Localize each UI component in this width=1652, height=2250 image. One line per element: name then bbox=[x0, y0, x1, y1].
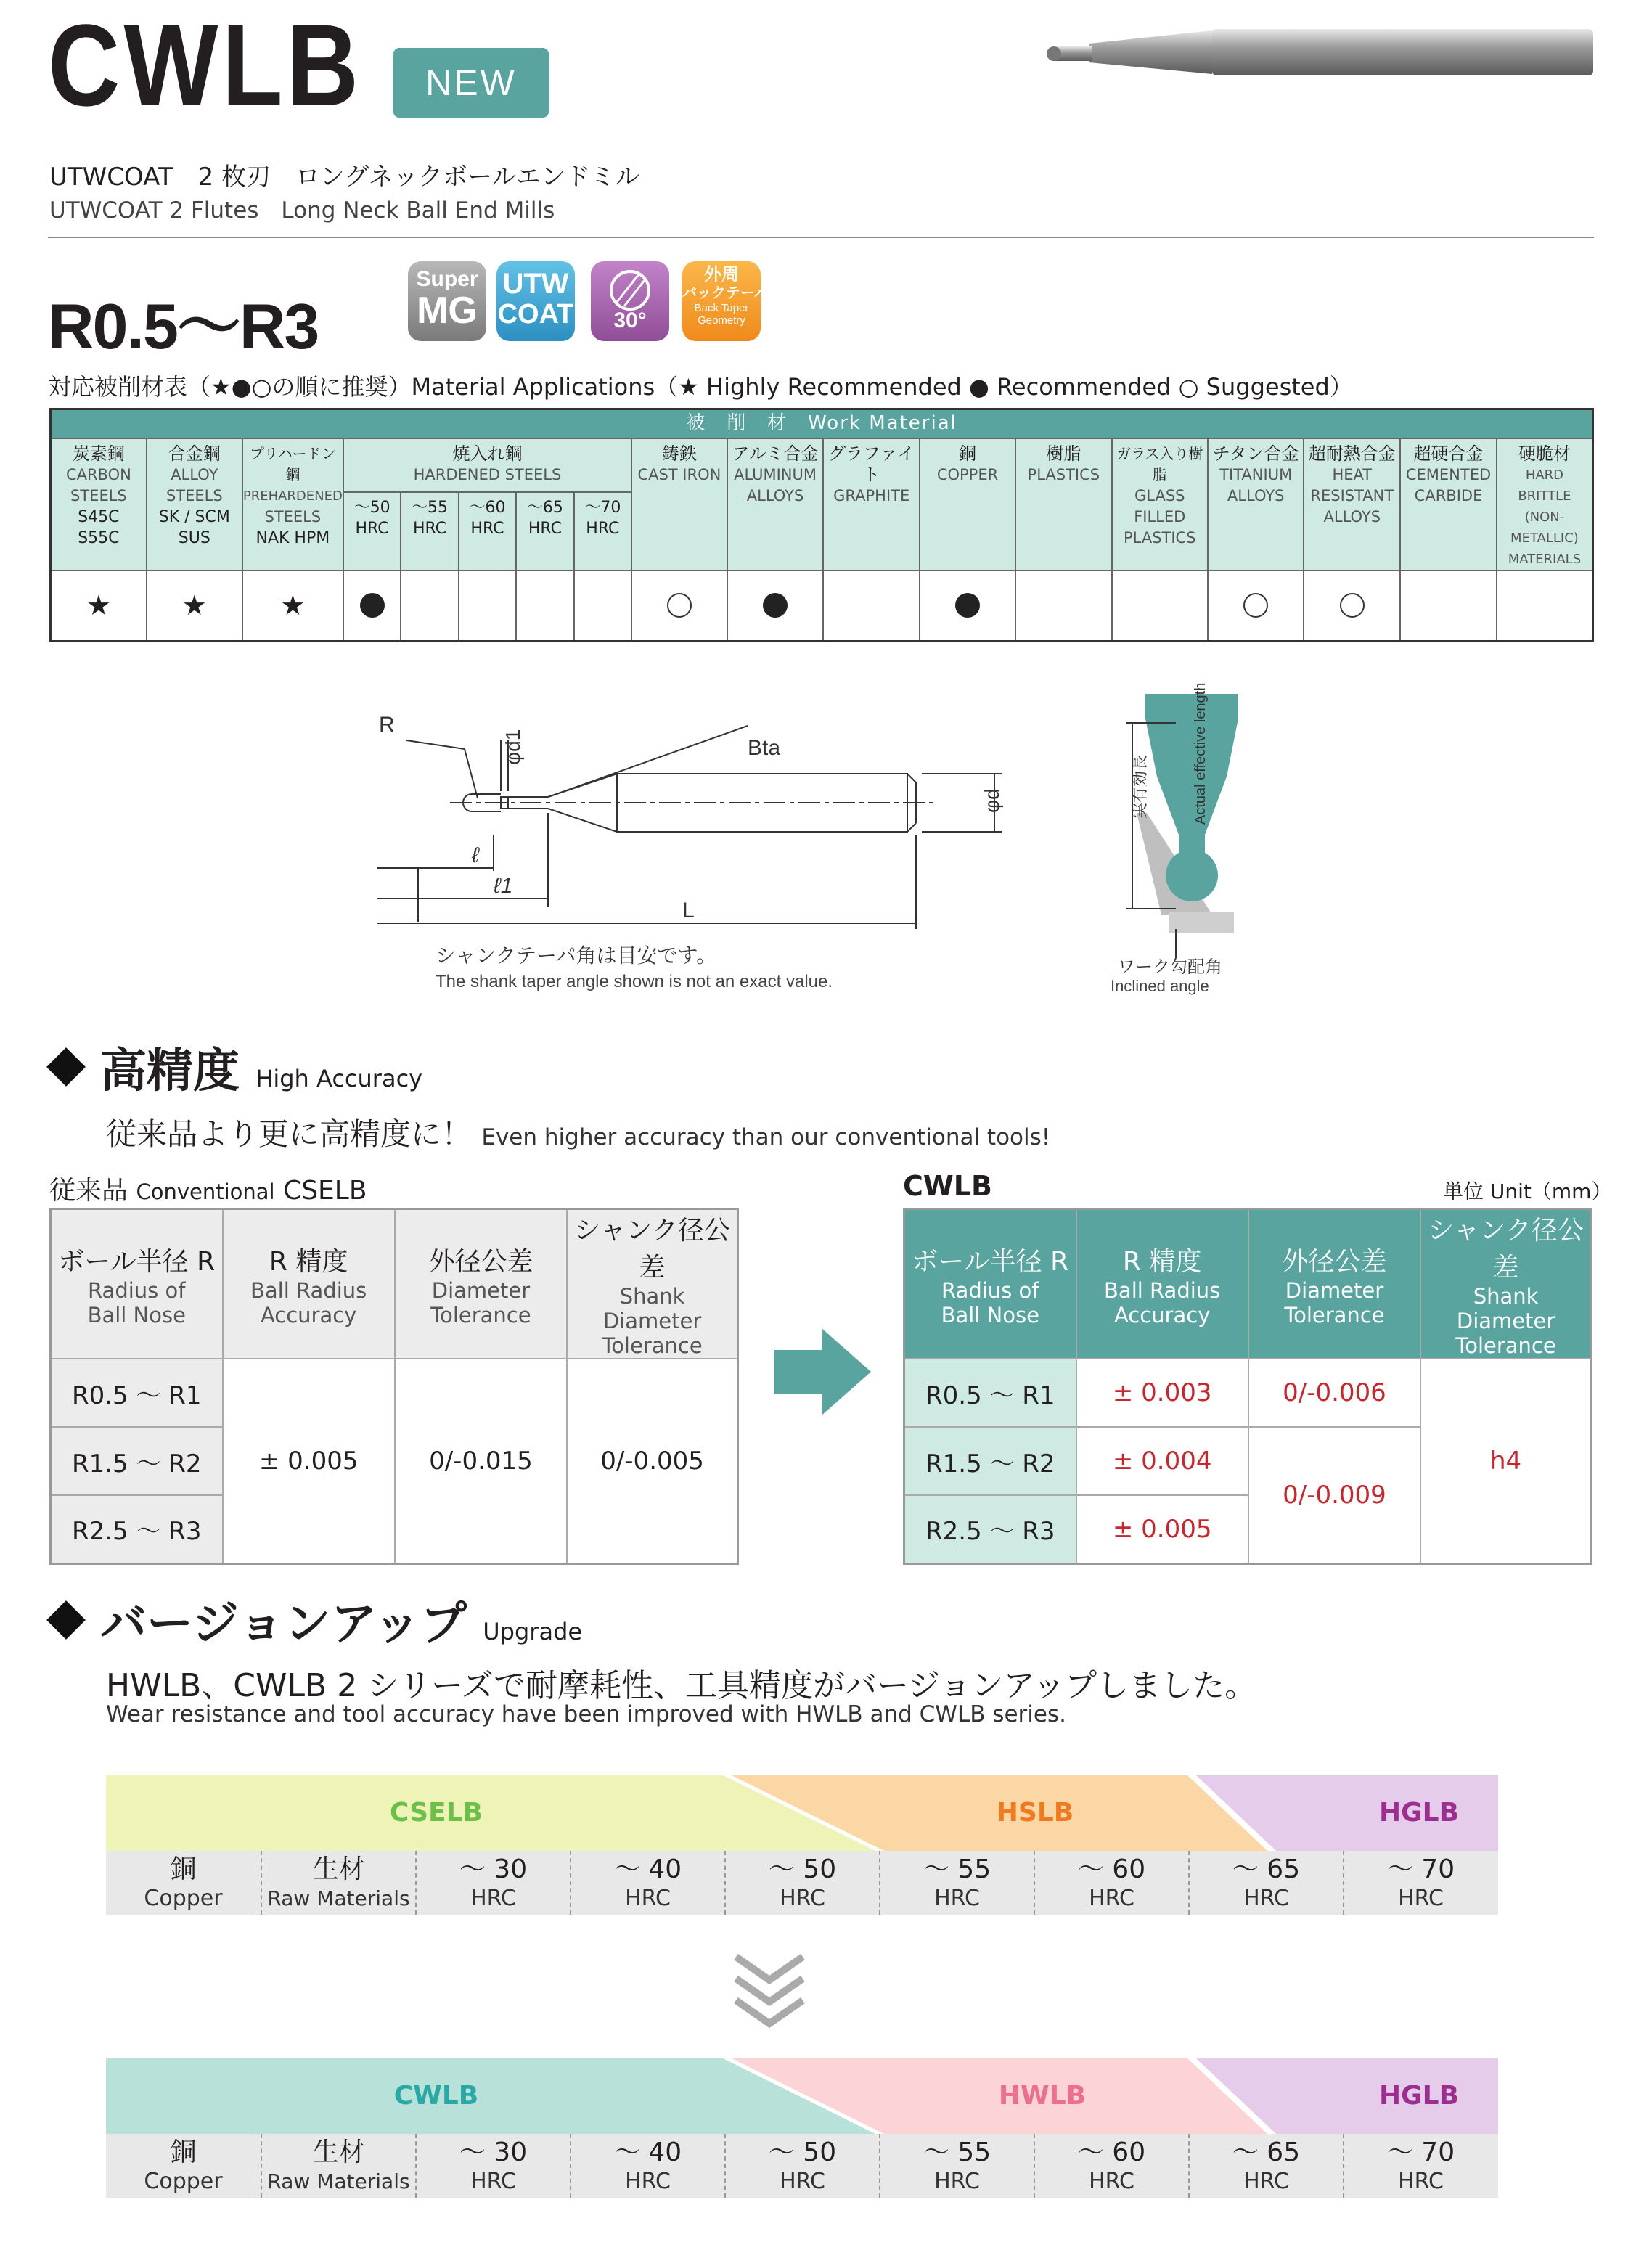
mark-cast-iron bbox=[631, 570, 727, 642]
cwlb-accuracy-table bbox=[903, 1208, 1592, 1565]
col-prehardened: プリハードン鋼 PREHARDENED STEELS NAK HPM bbox=[242, 438, 343, 570]
scale-50: 〜 50 HRC bbox=[724, 2134, 879, 2198]
cwlb-col-radius: ボール半径 R Radius of Ball Nose bbox=[904, 1209, 1076, 1359]
cwlb-col-shank: シャンク径公差 Shank Diameter Tolerance bbox=[1420, 1209, 1591, 1359]
super-mg-badge bbox=[408, 261, 486, 341]
cwlb-row-1: R0.5 〜 R1 bbox=[904, 1359, 1076, 1427]
mark-hrc55 bbox=[401, 570, 458, 642]
cwlb-shank: h4 bbox=[1420, 1359, 1591, 1563]
conv-col-shank: シャンク径公差 Shank Diameter Tolerance bbox=[567, 1209, 737, 1359]
cwlb-col-r-acc: R 精度 Ball Radius Accuracy bbox=[1076, 1209, 1248, 1359]
back-en2: Geometry bbox=[698, 314, 745, 327]
conventional-label: 従来品 Conventional CSELB bbox=[49, 1176, 367, 1206]
helix-icon bbox=[591, 261, 669, 312]
conv-row-2: R1.5 〜 R2 bbox=[51, 1427, 223, 1495]
cwlb-row-3: R2.5 〜 R3 bbox=[904, 1495, 1076, 1563]
col-alloy: 合金鋼 ALLOY STEELS SK / SCM SUS bbox=[147, 438, 242, 570]
col-glass: ガラス入り樹脂 GLASS FILLED PLASTICS bbox=[1112, 438, 1208, 570]
mark-plastics bbox=[1015, 570, 1111, 642]
cwlb-label: CWLB bbox=[903, 1170, 992, 1202]
scale-50: 〜 50 HRC bbox=[724, 1851, 879, 1915]
upgrade-section-title: バージョンアップ Upgrade bbox=[52, 1587, 582, 1653]
conv-col-radius: ボール半径 R Radius of Ball Nose bbox=[51, 1209, 223, 1359]
helix-angle: 30° bbox=[613, 308, 647, 332]
label-L: L bbox=[682, 899, 695, 922]
recommended-dot bbox=[763, 593, 788, 618]
mark-prehardened: ★ bbox=[242, 570, 343, 642]
hrc-50: 〜50 HRC bbox=[343, 492, 401, 570]
conv-shank: 0/-0.005 bbox=[567, 1359, 737, 1563]
hrc-60: 〜60 HRC bbox=[459, 492, 516, 570]
scale-30: 〜 30 HRC bbox=[415, 2134, 570, 2198]
scale-55: 〜 55 HRC bbox=[879, 2134, 1034, 2198]
col-aluminum: アルミ合金 ALUMINUM ALLOYS bbox=[727, 438, 824, 570]
hardness-scale-before bbox=[106, 1851, 1498, 1915]
mark-heat bbox=[1304, 570, 1400, 642]
conv-col-r-acc: R 精度 Ball Radius Accuracy bbox=[223, 1209, 395, 1359]
mark-copper bbox=[920, 570, 1015, 642]
cwlb-dia-2: 0/-0.009 bbox=[1248, 1427, 1420, 1563]
back-en1: Back Taper bbox=[694, 302, 749, 314]
product-title: CWLB bbox=[48, 0, 363, 130]
col-graphite: グラファイト GRAPHITE bbox=[823, 438, 920, 570]
effective-length-en: Actual effective length bbox=[1193, 682, 1209, 825]
col-plastics: 樹脂 PLASTICS bbox=[1015, 438, 1111, 570]
work-material-header: 被 削 材 Work Material bbox=[51, 409, 1593, 438]
cwlb-row-2: R1.5 〜 R2 bbox=[904, 1427, 1076, 1495]
scale-60: 〜 60 HRC bbox=[1034, 2134, 1188, 2198]
cwlb-col-dia: 外径公差 Diameter Tolerance bbox=[1248, 1209, 1420, 1359]
label-l1: ℓ1 bbox=[494, 874, 513, 898]
chevron-down-icon bbox=[732, 1951, 807, 2029]
mark-aluminum bbox=[727, 570, 824, 642]
mark-graphite bbox=[823, 570, 920, 642]
col-brittle: 硬脆材 HARD BRITTLE (NON- METALLIC) MATERIALS bbox=[1497, 438, 1593, 570]
col-cast-iron: 鋳鉄 CAST IRON bbox=[631, 438, 727, 570]
scale-65: 〜 65 HRC bbox=[1188, 1851, 1343, 1915]
mark-brittle bbox=[1497, 570, 1593, 642]
cwlb-r-acc-2: ± 0.004 bbox=[1076, 1427, 1248, 1495]
new-badge: NEW bbox=[393, 48, 549, 118]
taper-note-en: The shank taper angle shown is not an exact value. bbox=[436, 972, 833, 991]
radius-range: R0.5〜R3 bbox=[48, 290, 319, 362]
back-jp2: バックテーパ bbox=[682, 285, 769, 301]
effective-length-jp: 実有効長 bbox=[1131, 754, 1149, 819]
end-mill-photo bbox=[1045, 22, 1597, 87]
mark-titanium bbox=[1208, 570, 1304, 642]
mark-hrc60 bbox=[459, 570, 516, 642]
label-r: R bbox=[379, 713, 395, 737]
mg-main: MG bbox=[417, 290, 478, 332]
suggested-ring bbox=[1340, 593, 1365, 618]
suggested-ring bbox=[667, 593, 692, 618]
scale-raw: 生材 Raw Materials bbox=[261, 2134, 415, 2198]
hrc-70: 〜70 HRC bbox=[574, 492, 631, 570]
arrow-right-icon bbox=[774, 1328, 871, 1415]
taper-note-jp: シャンクテーパ角は目安です。 bbox=[436, 944, 717, 967]
conv-dia: 0/-0.015 bbox=[395, 1359, 567, 1563]
hrc-65: 〜65 HRC bbox=[516, 492, 573, 570]
helix-30-badge bbox=[591, 261, 669, 341]
mark-hrc50 bbox=[343, 570, 401, 642]
conv-row-1: R0.5 〜 R1 bbox=[51, 1359, 223, 1427]
inclined-angle-diagram bbox=[1067, 682, 1256, 1002]
accuracy-lead: 従来品より更に高精度に！ Even higher accuracy than our conventional tools! bbox=[106, 1116, 1051, 1152]
conv-row-3: R2.5 〜 R3 bbox=[51, 1495, 223, 1563]
series-hwlb: HWLB bbox=[998, 2081, 1087, 2111]
utw-coat-badge bbox=[496, 261, 575, 341]
series-hslb: HSLB bbox=[996, 1798, 1074, 1828]
upgrade-lead-jp: HWLB、CWLB 2 シリーズで耐摩耗性、工具精度がバージョンアップしました。 bbox=[106, 1667, 1257, 1704]
utw-top: UTW bbox=[502, 268, 569, 300]
diamond-bullet-icon bbox=[46, 1600, 86, 1640]
upgrade-title-en: Upgrade bbox=[483, 1618, 583, 1645]
series-bar-after bbox=[106, 2058, 1498, 2134]
series-cwlb: CWLB bbox=[393, 2081, 479, 2111]
label-l: ℓ bbox=[472, 843, 479, 867]
scale-70: 〜 70 HRC bbox=[1343, 1851, 1497, 1915]
material-table bbox=[49, 408, 1594, 642]
accuracy-section-title: 高精度 High Accuracy bbox=[52, 1034, 422, 1100]
series-cselb: CSELB bbox=[390, 1798, 483, 1828]
subtitle-en: UTWCOAT 2 Flutes Long Neck Ball End Mills bbox=[49, 197, 555, 224]
applications-legend: 対応被削材表（★●○の順に推奨）Material Applications（★ Highly Recommended ● Recommended ○ Suggested） bbox=[48, 373, 1353, 401]
col-carbon: 炭素鋼 CARBON STEELS S45C S55C bbox=[51, 438, 147, 570]
upgrade-lead-en: Wear resistance and tool accuracy have been improved with HWLB and CWLB series. bbox=[106, 1701, 1066, 1727]
col-heat: 超耐熱合金 HEAT RESISTANT ALLOYS bbox=[1304, 438, 1400, 570]
unit-label: 単位 Unit（mm） bbox=[1443, 1179, 1612, 1203]
mg-top: Super bbox=[416, 267, 478, 291]
cwlb-r-acc-3: ± 0.005 bbox=[1076, 1495, 1248, 1563]
series-hglb: HGLB bbox=[1378, 1798, 1460, 1828]
series-bar-before bbox=[106, 1775, 1498, 1851]
hrc-55: 〜55 HRC bbox=[401, 492, 458, 570]
mark-hrc70 bbox=[574, 570, 631, 642]
scale-60: 〜 60 HRC bbox=[1034, 1851, 1188, 1915]
col-titanium: チタン合金 TITANIUM ALLOYS bbox=[1208, 438, 1304, 570]
inclined-angle-en: Inclined angle bbox=[1111, 977, 1209, 995]
inclined-angle-jp: ワーク勾配角 bbox=[1118, 957, 1222, 977]
utw-main: COAT bbox=[497, 299, 574, 330]
back-taper-badge bbox=[682, 261, 769, 341]
back-jp1: 外周 bbox=[704, 265, 739, 285]
diamond-bullet-icon bbox=[46, 1047, 86, 1087]
header-divider bbox=[48, 237, 1594, 238]
hardness-scale-after bbox=[106, 2134, 1498, 2198]
cwlb-r-acc-1: ± 0.003 bbox=[1076, 1359, 1248, 1427]
label-bta: Bta bbox=[748, 736, 781, 760]
col-hardened: 焼入れ鋼 HARDENED STEELS bbox=[343, 438, 631, 492]
conventional-accuracy-table bbox=[49, 1208, 739, 1565]
scale-copper: 銅 Copper bbox=[144, 2138, 223, 2194]
scale-copper: 銅 Copper bbox=[144, 1854, 223, 1911]
mark-alloy: ★ bbox=[147, 570, 242, 642]
recommended-dot bbox=[955, 593, 980, 618]
mark-hrc65 bbox=[516, 570, 573, 642]
col-carbide: 超硬合金 CEMENTED CARBIDE bbox=[1400, 438, 1497, 570]
scale-70: 〜 70 HRC bbox=[1343, 2134, 1497, 2198]
accuracy-title-en: High Accuracy bbox=[255, 1065, 423, 1092]
col-copper: 銅 COPPER bbox=[920, 438, 1015, 570]
scale-raw: 生材 Raw Materials bbox=[261, 1851, 415, 1915]
mark-carbon: ★ bbox=[51, 570, 147, 642]
series-hglb-after: HGLB bbox=[1378, 2081, 1460, 2111]
scale-40: 〜 40 HRC bbox=[570, 2134, 724, 2198]
recommended-dot bbox=[360, 593, 385, 618]
suggested-ring bbox=[1243, 593, 1268, 618]
scale-65: 〜 65 HRC bbox=[1188, 2134, 1343, 2198]
subtitle-jp: UTWCOAT 2 枚刃 ロングネックボールエンドミル bbox=[49, 163, 640, 192]
label-d1: φd1 bbox=[502, 729, 524, 765]
scale-55: 〜 55 HRC bbox=[879, 1851, 1034, 1915]
label-d: φd bbox=[981, 788, 1003, 813]
dimension-diagram bbox=[363, 697, 1016, 1002]
conv-r-acc: ± 0.005 bbox=[223, 1359, 395, 1563]
mark-carbide bbox=[1400, 570, 1497, 642]
mark-glass bbox=[1112, 570, 1208, 642]
scale-30: 〜 30 HRC bbox=[415, 1851, 570, 1915]
cwlb-dia-1: 0/-0.006 bbox=[1248, 1359, 1420, 1427]
conv-col-dia: 外径公差 Diameter Tolerance bbox=[395, 1209, 567, 1359]
scale-40: 〜 40 HRC bbox=[570, 1851, 724, 1915]
